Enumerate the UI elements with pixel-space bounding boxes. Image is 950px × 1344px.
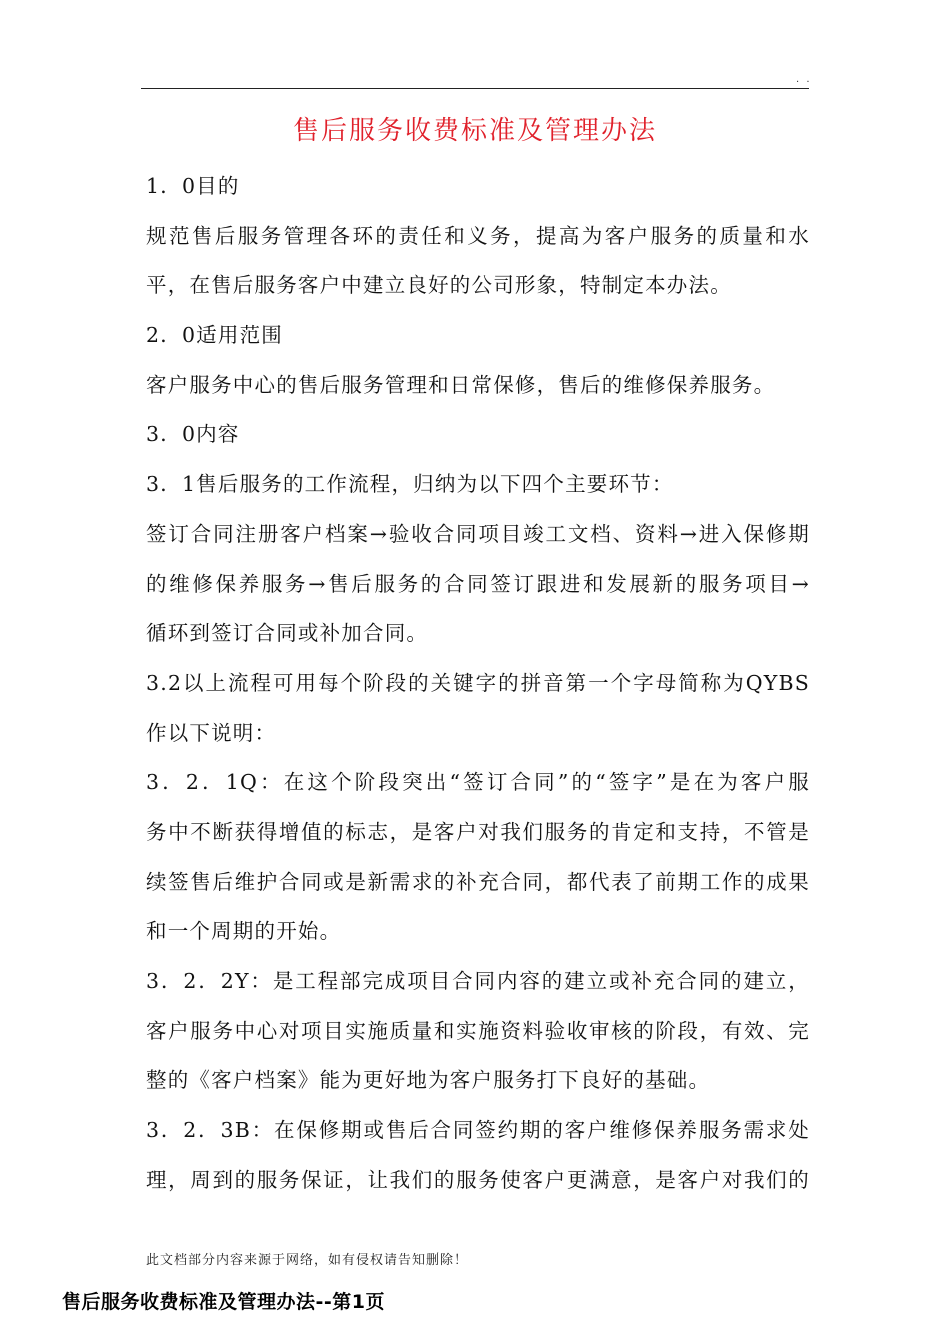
item-heading-q: 3．2．1Q：在这个阶段突出“签订合同”的“签字”是在为客户服 — [146, 770, 810, 795]
paragraph-line: 续签售后维护合同或是新需求的补充合同，都代表了前期工作的成果 — [146, 869, 810, 894]
footer-disclaimer: 此文档部分内容来源于网络，如有侵权请告知删除！ — [146, 1253, 469, 1268]
paragraph-line: 循环到签订合同或补加合同。 — [146, 621, 429, 646]
paragraph-line: 作以下说明： — [146, 720, 277, 745]
section-heading-content: 3．0内容 — [146, 422, 240, 447]
paragraph-line: 和一个周期的开始。 — [146, 919, 342, 944]
paragraph-line: 签订合同注册客户档案→验收合同项目竣工文档、资料→进入保修期 — [146, 521, 810, 546]
document-title: 售后服务收费标准及管理办法 — [292, 116, 657, 146]
footer-page-label: 售后服务收费标准及管理办法--第1页 — [62, 1291, 385, 1313]
header-rule — [141, 88, 809, 89]
subsection-heading: 3．1售后服务的工作流程，归纳为以下四个主要环节： — [146, 472, 674, 497]
paragraph-line: 整的《客户档案》能为更好地为客户服务打下良好的基础。 — [146, 1068, 711, 1093]
item-heading-y: 3．2．2Y：是工程部完成项目合同内容的建立或补充合同的建立， — [146, 969, 810, 993]
paragraph-line: 务中不断获得增值的标志，是客户对我们服务的肯定和支持，不管是 — [146, 819, 810, 844]
section-heading-purpose: 1．0目的 — [146, 174, 240, 198]
document-body — [146, 166, 810, 1209]
section-heading-scope: 2．0适用范围 — [146, 323, 283, 348]
subsection-heading: 3.2以上流程可用每个阶段的关键字的拼音第一个字母简称为QYBS — [146, 670, 810, 695]
paragraph-line: 规范售后服务管理各环的责任和义务，提高为客户服务的质量和水 — [146, 223, 810, 248]
paragraph-line: 客户服务中心对项目实施质量和实施资料验收审核的阶段，有效、完 — [146, 1018, 810, 1043]
item-heading-b: 3．2．3B：在保修期或售后合同签约期的客户维修保养服务需求处 — [146, 1118, 810, 1143]
paragraph-line: 理，周到的服务保证，让我们的服务使客户更满意，是客户对我们的 — [146, 1167, 810, 1192]
paragraph-line: 客户服务中心的售后服务管理和日常保修，售后的维修保养服务。 — [146, 372, 776, 397]
header-dots: . . — [796, 74, 812, 85]
paragraph-line: 平，在售后服务客户中建立良好的公司形象，特制定本办法。 — [146, 273, 732, 298]
paragraph-line: 的维修保养服务→售后服务的合同签订跟进和发展新的服务项目→ — [146, 571, 810, 596]
